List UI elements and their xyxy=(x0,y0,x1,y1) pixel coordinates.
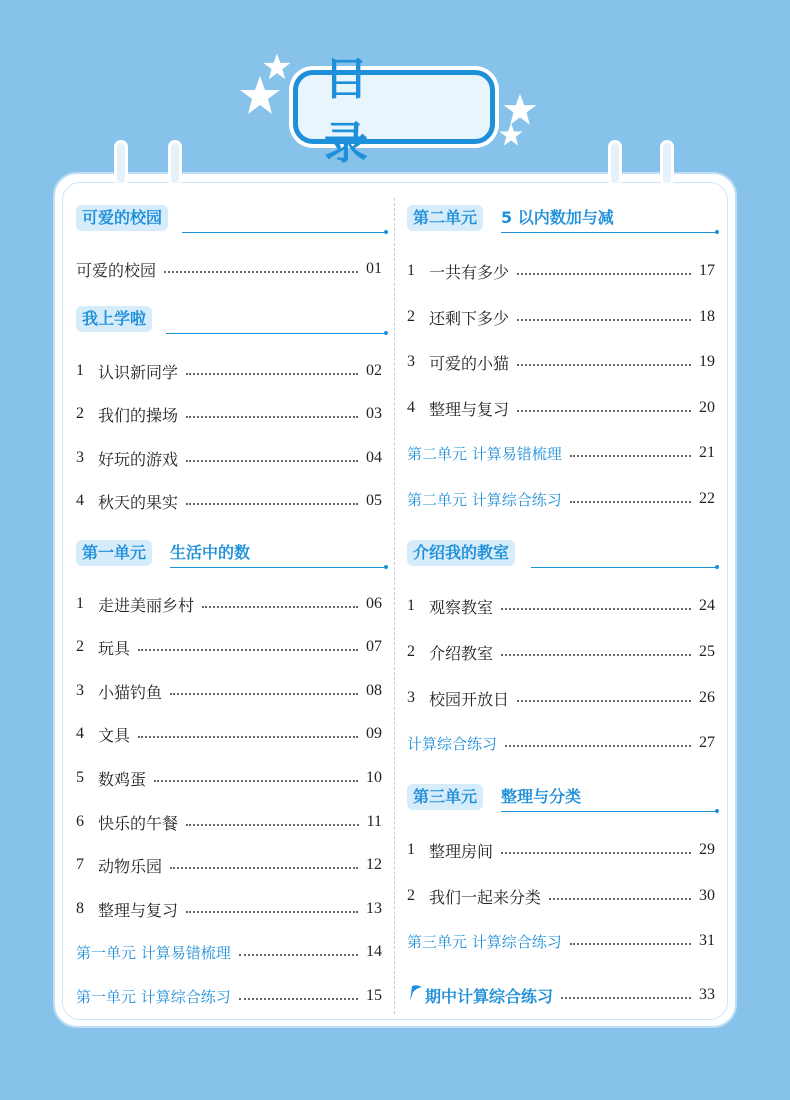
toc-entry-label: 第一单元 计算综合练习 xyxy=(76,987,231,1006)
toc-entry-number: 1 xyxy=(76,362,84,379)
section-heading xyxy=(407,784,717,812)
toc-entry-label: 文具 xyxy=(98,727,131,745)
toc-entry[interactable] xyxy=(407,929,715,953)
toc-entry-label: 还剩下多少 xyxy=(429,310,510,328)
toc-entry-label: 期中计算综合练习 xyxy=(425,986,554,1006)
toc-entry-page: 26 xyxy=(699,689,715,706)
toc-entry-label: 数鸡蛋 xyxy=(98,771,147,789)
toc-entry-page: 29 xyxy=(699,841,715,858)
toc-entry[interactable] xyxy=(407,594,715,618)
toc-entry-page: 12 xyxy=(366,856,382,873)
toc-entry-page: 21 xyxy=(699,444,715,461)
toc-entry-page: 08 xyxy=(366,682,382,699)
toc-entry-label: 整理与复习 xyxy=(429,401,510,419)
toc-entry[interactable] xyxy=(407,731,715,755)
toc-entry-number: 4 xyxy=(76,725,84,742)
toc-entry[interactable] xyxy=(407,259,715,283)
toc-entry-page: 02 xyxy=(366,362,382,379)
toc-entry-number: 1 xyxy=(76,595,84,612)
star-icon xyxy=(262,52,292,82)
toc-entry[interactable] xyxy=(407,640,715,664)
section-subtitle: 5 以内数加与减 xyxy=(501,208,614,227)
toc-entry[interactable] xyxy=(76,446,382,470)
toc-entry-number: 8 xyxy=(76,900,84,917)
toc-entry-page: 33 xyxy=(699,986,715,1003)
binder-ring xyxy=(168,140,182,186)
section-label: 我上学啦 xyxy=(76,306,152,332)
toc-entry-label: 小猫钓鱼 xyxy=(98,684,163,702)
binder-ring xyxy=(660,140,674,186)
toc-entry-label: 校园开放日 xyxy=(429,691,510,709)
toc-entry[interactable] xyxy=(76,853,382,877)
toc-entry-label: 第三单元 计算综合练习 xyxy=(407,932,562,951)
toc-entry[interactable] xyxy=(76,679,382,703)
toc-entry-page: 24 xyxy=(699,597,715,614)
toc-entry-page: 09 xyxy=(366,725,382,742)
toc-entry-label: 快乐的午餐 xyxy=(98,815,179,833)
toc-entry[interactable] xyxy=(76,489,382,513)
toc-entry-label: 走进美丽乡村 xyxy=(98,597,195,615)
section-label: 第三单元 xyxy=(407,784,483,810)
toc-entry-number: 3 xyxy=(76,449,84,466)
section-heading xyxy=(76,540,386,568)
toc-entry-number: 4 xyxy=(407,399,415,416)
toc-entry-number: 3 xyxy=(407,689,415,706)
toc-entry[interactable] xyxy=(76,810,382,834)
toc-entry-label: 可爱的校园 xyxy=(76,262,157,280)
toc-entry-page: 03 xyxy=(366,405,382,422)
page-title: 目 录 xyxy=(324,54,394,169)
toc-entry-page: 01 xyxy=(366,260,382,277)
toc-entry-label: 第二单元 计算综合练习 xyxy=(407,490,562,509)
toc-entry[interactable] xyxy=(407,350,715,374)
toc-entry-page: 27 xyxy=(699,734,715,751)
toc-entry[interactable] xyxy=(76,897,382,921)
toc-entry[interactable] xyxy=(76,635,382,659)
section-label: 第二单元 xyxy=(407,205,483,231)
toc-entry[interactable] xyxy=(407,396,715,420)
toc-entry-label: 一共有多少 xyxy=(429,264,510,282)
toc-entry-number: 2 xyxy=(76,638,84,655)
toc-entry-label: 整理房间 xyxy=(429,843,494,861)
flag-icon xyxy=(407,984,423,1007)
toc-entry-number: 2 xyxy=(407,643,415,660)
section-heading xyxy=(76,205,386,233)
toc-entry-label: 玩具 xyxy=(98,640,131,658)
title-badge xyxy=(293,54,495,169)
toc-entry-page: 14 xyxy=(366,943,382,960)
toc-entry-number: 4 xyxy=(76,492,84,509)
toc-entry-number: 7 xyxy=(76,856,84,873)
toc-entry-label: 可爱的小猫 xyxy=(429,355,510,373)
toc-entry[interactable] xyxy=(407,441,715,465)
toc-entry-number: 1 xyxy=(407,262,415,279)
toc-entry[interactable] xyxy=(76,257,382,281)
toc-entry-number: 1 xyxy=(407,841,415,858)
toc-entry-page: 18 xyxy=(699,308,715,325)
toc-entry[interactable] xyxy=(76,402,382,426)
star-icon xyxy=(498,122,524,148)
toc-entry-page: 22 xyxy=(699,490,715,507)
section-label: 介绍我的教室 xyxy=(407,540,515,566)
toc-entry[interactable] xyxy=(76,359,382,383)
toc-entry[interactable] xyxy=(76,592,382,616)
toc-entry-page: 31 xyxy=(699,932,715,949)
binder-ring xyxy=(608,140,622,186)
toc-entry-page: 07 xyxy=(366,638,382,655)
toc-entry-label: 第一单元 计算易错梳理 xyxy=(76,943,231,962)
toc-entry[interactable] xyxy=(76,766,382,790)
toc-entry-page: 20 xyxy=(699,399,715,416)
toc-entry[interactable] xyxy=(76,984,382,1008)
toc-entry-number: 6 xyxy=(76,813,84,830)
section-heading xyxy=(407,540,717,568)
toc-entry-page: 25 xyxy=(699,643,715,660)
toc-entry-label: 第二单元 计算易错梳理 xyxy=(407,444,562,463)
toc-entry-number: 2 xyxy=(407,887,415,904)
toc-entry-page: 04 xyxy=(366,449,382,466)
toc-entry-number: 1 xyxy=(407,597,415,614)
toc-entry-page: 11 xyxy=(366,813,382,830)
toc-entry[interactable] xyxy=(407,983,715,1007)
toc-entry-number: 2 xyxy=(76,405,84,422)
section-label: 可爱的校园 xyxy=(76,205,168,231)
toc-entry[interactable] xyxy=(407,838,715,862)
toc-entry[interactable] xyxy=(407,305,715,329)
toc-entry-label: 整理与复习 xyxy=(98,902,179,920)
section-heading xyxy=(76,306,386,334)
toc-entry-number: 5 xyxy=(76,769,84,786)
toc-entry-page: 17 xyxy=(699,262,715,279)
toc-entry[interactable] xyxy=(76,722,382,746)
column-divider xyxy=(394,198,395,1014)
toc-entry-page: 19 xyxy=(699,353,715,370)
binder-ring xyxy=(114,140,128,186)
toc-entry-label: 观察教室 xyxy=(429,599,494,617)
toc-entry-number: 3 xyxy=(407,353,415,370)
toc-entry-label: 认识新同学 xyxy=(98,364,179,382)
toc-entry[interactable] xyxy=(407,487,715,511)
section-label: 第一单元 xyxy=(76,540,152,566)
toc-entry[interactable] xyxy=(76,940,382,964)
section-heading xyxy=(407,205,717,233)
toc-entry-page: 15 xyxy=(366,987,382,1004)
toc-entry-page: 13 xyxy=(366,900,382,917)
toc-entry-page: 10 xyxy=(366,769,382,786)
section-subtitle: 整理与分类 xyxy=(501,787,582,806)
toc-entry[interactable] xyxy=(407,686,715,710)
toc-entry-label: 好玩的游戏 xyxy=(98,451,179,469)
toc-entry[interactable] xyxy=(407,884,715,908)
toc-entry-label: 介绍教室 xyxy=(429,645,494,663)
toc-entry-label: 秋天的果实 xyxy=(98,494,179,512)
toc-entry-label: 动物乐园 xyxy=(98,858,163,876)
toc-entry-label: 计算综合练习 xyxy=(407,734,498,753)
toc-entry-label: 我们一起来分类 xyxy=(429,889,542,907)
toc-entry-label: 我们的操场 xyxy=(98,407,179,425)
toc-entry-page: 30 xyxy=(699,887,715,904)
toc-entry-page: 06 xyxy=(366,595,382,612)
toc-entry-number: 3 xyxy=(76,682,84,699)
section-subtitle: 生活中的数 xyxy=(170,543,251,562)
toc-entry-page: 05 xyxy=(366,492,382,509)
toc-entry-number: 2 xyxy=(407,308,415,325)
